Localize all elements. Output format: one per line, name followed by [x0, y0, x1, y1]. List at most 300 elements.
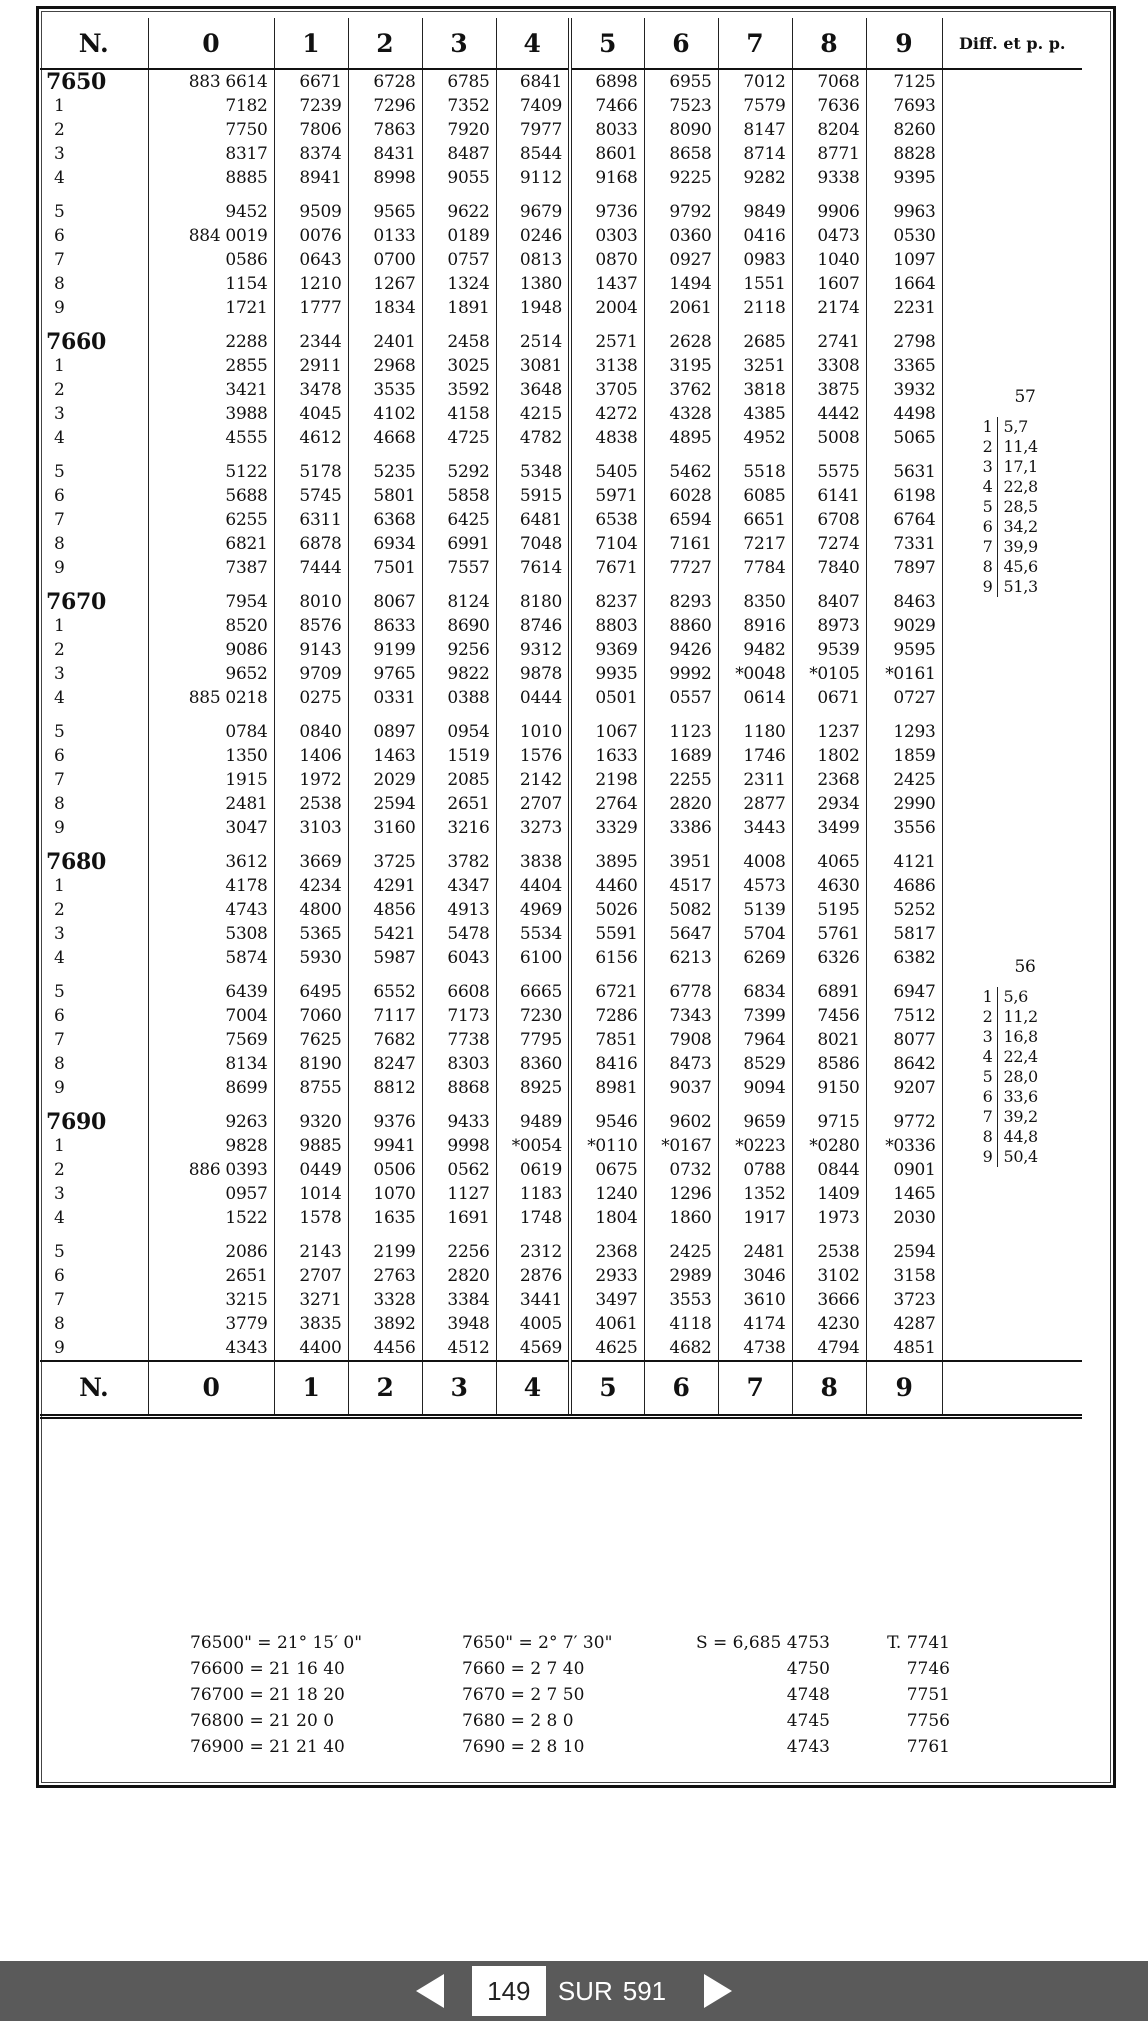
log-cell: 8828	[866, 142, 942, 166]
row-number: 3	[40, 662, 148, 686]
log-cell: 6100	[496, 946, 570, 970]
log-cell: 4969	[496, 898, 570, 922]
log-cell: 4913	[422, 898, 496, 922]
log-cell: 2255	[644, 768, 718, 792]
log-cell: 3365	[866, 354, 942, 378]
log-cell: 7964	[718, 1028, 792, 1052]
log-cell: 3329	[570, 816, 644, 840]
log-cell: 2425	[644, 1230, 718, 1264]
log-cell: 1494	[644, 272, 718, 296]
log-cell: 3610	[718, 1288, 792, 1312]
log-cell: 5930	[274, 946, 348, 970]
log-cell: 8973	[792, 614, 866, 638]
row-number: 7	[40, 508, 148, 532]
log-cell: 7625	[274, 1028, 348, 1052]
log-cell: 9765	[348, 662, 422, 686]
log-cell: 7806	[274, 118, 348, 142]
log-cell: 3251	[718, 354, 792, 378]
log-cell: 8699	[148, 1076, 274, 1100]
log-cell: 6043	[422, 946, 496, 970]
log-cell: 4328	[644, 402, 718, 426]
pp-row	[963, 1087, 1083, 1107]
log-cell: 9263	[148, 1100, 274, 1134]
table-row	[40, 1052, 1082, 1076]
log-cell: 0671	[792, 686, 866, 710]
table-row	[40, 840, 1082, 874]
row-number: 8	[40, 532, 148, 556]
log-cell: 2855	[148, 354, 274, 378]
log-cell: 4725	[422, 426, 496, 450]
log-cell: 0189	[422, 224, 496, 248]
header-digit-2: 2	[348, 18, 422, 69]
row-number: 9	[40, 556, 148, 580]
log-cell: 4800	[274, 898, 348, 922]
pp-value: 22,4	[1003, 1047, 1038, 1066]
pp-row	[963, 417, 1083, 437]
log-cell: 0954	[422, 710, 496, 744]
table-row	[40, 874, 1082, 898]
log-cell: *0161	[866, 662, 942, 686]
log-cell: 6368	[348, 508, 422, 532]
log-cell: 2707	[274, 1264, 348, 1288]
log-cell: 6764	[866, 508, 942, 532]
t-note: 7746	[906, 1659, 950, 1679]
log-cell: 4517	[644, 874, 718, 898]
log-cell: 8642	[866, 1052, 942, 1076]
log-cell: 4573	[718, 874, 792, 898]
log-cell: 5195	[792, 898, 866, 922]
log-cell: 4045	[274, 402, 348, 426]
log-cell: 9338	[792, 166, 866, 190]
log-cell: 8237	[570, 580, 644, 614]
log-cell: 8293	[644, 580, 718, 614]
log-cell: 3779	[148, 1312, 274, 1336]
time-column	[462, 1630, 612, 1760]
log-cell: 2481	[718, 1230, 792, 1264]
log-cell: 0813	[496, 248, 570, 272]
log-cell: 1267	[348, 272, 422, 296]
log-cell: 9849	[718, 190, 792, 224]
log-cell: 5987	[348, 946, 422, 970]
log-cell: 9878	[496, 662, 570, 686]
row-number: 3	[40, 142, 148, 166]
log-cell: 2594	[348, 792, 422, 816]
log-cell: 1352	[718, 1182, 792, 1206]
log-cell: 8803	[570, 614, 644, 638]
log-cell: 8247	[348, 1052, 422, 1076]
log-cell: 5801	[348, 484, 422, 508]
table-header-row	[40, 18, 1082, 69]
log-cell: 0416	[718, 224, 792, 248]
table-row	[40, 118, 1082, 142]
table-row	[40, 1264, 1082, 1288]
log-cell: 2004	[570, 296, 644, 320]
log-cell: 2198	[570, 768, 644, 792]
log-cell: *0223	[718, 1134, 792, 1158]
log-cell: 7693	[866, 94, 942, 118]
pp-row	[963, 1107, 1083, 1127]
log-cell: 9622	[422, 190, 496, 224]
log-cell: 7387	[148, 556, 274, 580]
pp-value: 39,9	[1003, 537, 1038, 556]
log-cell: 7784	[718, 556, 792, 580]
pp-digit: 5	[963, 1067, 998, 1087]
log-cell: 0614	[718, 686, 792, 710]
pp-digit: 9	[963, 1147, 998, 1167]
log-cell: 3948	[422, 1312, 496, 1336]
log-cell: 1154	[148, 272, 274, 296]
log-cell: 4682	[644, 1336, 718, 1361]
log-cell: 1040	[792, 248, 866, 272]
log-cell: 7274	[792, 532, 866, 556]
log-cell: 9659	[718, 1100, 792, 1134]
log-cell: 4794	[792, 1336, 866, 1361]
log-cell: 0562	[422, 1158, 496, 1182]
log-cell: 3875	[792, 378, 866, 402]
log-cell: 1380	[496, 272, 570, 296]
log-cell: 2061	[644, 296, 718, 320]
log-cell: 4385	[718, 402, 792, 426]
log-cell: 9433	[422, 1100, 496, 1134]
log-cell: 0788	[718, 1158, 792, 1182]
pp-value: 45,6	[1003, 557, 1038, 576]
log-cell: 6821	[148, 532, 274, 556]
s-column	[680, 1630, 830, 1760]
log-cell: 0897	[348, 710, 422, 744]
row-number: 5	[40, 710, 148, 744]
log-cell: 5292	[422, 450, 496, 484]
row-number: 2	[40, 898, 148, 922]
log-cell: 6721	[570, 970, 644, 1004]
log-cell: 3895	[570, 840, 644, 874]
pp-row	[963, 537, 1083, 557]
log-cell: 4952	[718, 426, 792, 450]
log-cell: 1551	[718, 272, 792, 296]
log-cell: 4178	[148, 874, 274, 898]
page-separator: SUR	[557, 1975, 613, 2006]
log-cell: 1802	[792, 744, 866, 768]
log-cell: 9715	[792, 1100, 866, 1134]
row-number: 3	[40, 402, 148, 426]
log-cell: 0784	[148, 710, 274, 744]
log-cell: 5235	[348, 450, 422, 484]
log-cell: 9256	[422, 638, 496, 662]
log-cell: 2764	[570, 792, 644, 816]
log-cell: 9941	[348, 1134, 422, 1158]
log-cell: 1635	[348, 1206, 422, 1230]
row-number: 1	[40, 354, 148, 378]
log-cell: 1183	[496, 1182, 570, 1206]
row-number: 8	[40, 1052, 148, 1076]
log-cell: 9086	[148, 638, 274, 662]
log-cell: 8714	[718, 142, 792, 166]
log-cell: 3666	[792, 1288, 866, 1312]
log-cell: 3081	[496, 354, 570, 378]
log-cell: 4272	[570, 402, 644, 426]
table-row	[40, 532, 1082, 556]
next-page-icon[interactable]	[704, 1974, 732, 2008]
log-cell: 0700	[348, 248, 422, 272]
log-cell: 2538	[792, 1230, 866, 1264]
log-cell: 4404	[496, 874, 570, 898]
row-number: 8	[40, 792, 148, 816]
log-cell: 4234	[274, 874, 348, 898]
log-cell: 2458	[422, 320, 496, 354]
log-cell: 7173	[422, 1004, 496, 1028]
pp-row	[963, 1047, 1083, 1067]
log-cell: 1293	[866, 710, 942, 744]
log-cell: 8260	[866, 118, 942, 142]
arc-note: 76600 = 21 16 40	[190, 1659, 345, 1679]
log-cell: 7727	[644, 556, 718, 580]
log-cell: 5082	[644, 898, 718, 922]
table-row	[40, 556, 1082, 580]
log-cell: 0675	[570, 1158, 644, 1182]
log-cell: 7579	[718, 94, 792, 118]
log-cell: 0901	[866, 1158, 942, 1182]
row-number-base: 7660	[40, 320, 148, 354]
row-number: 9	[40, 816, 148, 840]
pp-digit: 6	[963, 517, 998, 537]
log-cell: 2741	[792, 320, 866, 354]
log-cell: 0246	[496, 224, 570, 248]
time-note: 7670 = 2 7 50	[462, 1685, 585, 1705]
log-cell: 8077	[866, 1028, 942, 1052]
logarithm-table	[40, 18, 1082, 1419]
table-row	[40, 1134, 1082, 1158]
log-cell: 2368	[792, 768, 866, 792]
log-cell: 0506	[348, 1158, 422, 1182]
log-cell: 1463	[348, 744, 422, 768]
log-cell: 4668	[348, 426, 422, 450]
log-cell: 0449	[274, 1158, 348, 1182]
row-number: 2	[40, 378, 148, 402]
table-row	[40, 296, 1082, 320]
table-row	[40, 970, 1082, 1004]
row-number-base: 7680	[40, 840, 148, 874]
log-cell: 6891	[792, 970, 866, 1004]
log-cell: 6778	[644, 970, 718, 1004]
log-cell: 9652	[148, 662, 274, 686]
log-cell: 3818	[718, 378, 792, 402]
s-note: 4743	[786, 1737, 830, 1757]
log-cell: 4738	[718, 1336, 792, 1361]
footer-digit-4: 4	[496, 1361, 570, 1417]
log-cell: 7977	[496, 118, 570, 142]
pp-digit: 8	[963, 1127, 998, 1147]
header-digit-3: 3	[422, 18, 496, 69]
pp-digit: 6	[963, 1087, 998, 1107]
log-cell: 9225	[644, 166, 718, 190]
log-cell: 7117	[348, 1004, 422, 1028]
log-cell: 7068	[792, 69, 866, 94]
log-cell: 4287	[866, 1312, 942, 1336]
log-cell: 1123	[644, 710, 718, 744]
log-cell: 6213	[644, 946, 718, 970]
log-cell: 7444	[274, 556, 348, 580]
row-number: 8	[40, 1312, 148, 1336]
log-cell: 0388	[422, 686, 496, 710]
pp-digit: 7	[963, 537, 998, 557]
log-cell: 3328	[348, 1288, 422, 1312]
table-row	[40, 1182, 1082, 1206]
row-number: 3	[40, 922, 148, 946]
time-note: 7690 = 2 8 10	[462, 1737, 585, 1757]
log-cell: 7048	[496, 532, 570, 556]
time-note: 7660 = 2 7 40	[462, 1659, 585, 1679]
log-cell: 3443	[718, 816, 792, 840]
log-cell: 5478	[422, 922, 496, 946]
log-cell: 1633	[570, 744, 644, 768]
log-cell: 1067	[570, 710, 644, 744]
log-cell: 7004	[148, 1004, 274, 1028]
log-cell: 1519	[422, 744, 496, 768]
log-cell: 5647	[644, 922, 718, 946]
log-cell: 5026	[570, 898, 644, 922]
log-cell: 8633	[348, 614, 422, 638]
header-digit-7: 7	[718, 18, 792, 69]
arc-seconds-column	[190, 1630, 362, 1760]
log-cell: 6947	[866, 970, 942, 1004]
log-cell: 8317	[148, 142, 274, 166]
log-cell: 4442	[792, 402, 866, 426]
log-cell: *0336	[866, 1134, 942, 1158]
log-cell: 7466	[570, 94, 644, 118]
log-cell: 8147	[718, 118, 792, 142]
log-cell: *0280	[792, 1134, 866, 1158]
table-row	[40, 1312, 1082, 1336]
log-cell: 8690	[422, 614, 496, 638]
log-cell: 0331	[348, 686, 422, 710]
log-cell: 3892	[348, 1312, 422, 1336]
log-cell: 2256	[422, 1230, 496, 1264]
previous-page-icon[interactable]	[416, 1974, 444, 2008]
log-cell: 2798	[866, 320, 942, 354]
row-number: 7	[40, 1028, 148, 1052]
log-cell: 885 0218	[148, 686, 274, 710]
pp-row	[963, 577, 1083, 597]
log-cell: 4400	[274, 1336, 348, 1361]
table-row	[40, 69, 1082, 94]
log-cell: 2514	[496, 320, 570, 354]
s-note: S = 6,685 4753	[695, 1633, 830, 1653]
log-cell: 4569	[496, 1336, 570, 1361]
log-cell: 3308	[792, 354, 866, 378]
pp-row	[963, 557, 1083, 577]
log-cell: 2086	[148, 1230, 274, 1264]
pp-value: 5,7	[1003, 417, 1029, 436]
footer-digit-8: 8	[792, 1361, 866, 1417]
log-cell: 9828	[148, 1134, 274, 1158]
log-cell: 3782	[422, 840, 496, 874]
row-number: 4	[40, 686, 148, 710]
log-cell: 9546	[570, 1100, 644, 1134]
log-cell: 9736	[570, 190, 644, 224]
log-cell: 9992	[644, 662, 718, 686]
row-number: 9	[40, 1076, 148, 1100]
table-row	[40, 744, 1082, 768]
table-row	[40, 320, 1082, 354]
log-cell: 6728	[348, 69, 422, 94]
log-cell: 9150	[792, 1076, 866, 1100]
log-cell: 9199	[348, 638, 422, 662]
arc-note: 76500" = 21° 15′ 0"	[190, 1633, 363, 1653]
log-cell: 3592	[422, 378, 496, 402]
log-cell: 7512	[866, 1004, 942, 1028]
footer-digit-3: 3	[422, 1361, 496, 1417]
log-cell: 2231	[866, 296, 942, 320]
table-row	[40, 190, 1082, 224]
log-cell: 1859	[866, 744, 942, 768]
log-cell: *0167	[644, 1134, 718, 1158]
log-cell: 9602	[644, 1100, 718, 1134]
log-cell: 3273	[496, 816, 570, 840]
log-cell: 8998	[348, 166, 422, 190]
log-cell: 2651	[422, 792, 496, 816]
log-cell: 3838	[496, 840, 570, 874]
pp-value: 28,5	[1003, 497, 1038, 516]
log-cell: 8190	[274, 1052, 348, 1076]
log-cell: 3556	[866, 816, 942, 840]
log-cell: 7239	[274, 94, 348, 118]
table-row	[40, 710, 1082, 744]
table-row	[40, 922, 1082, 946]
log-cell: 2968	[348, 354, 422, 378]
row-number: 2	[40, 638, 148, 662]
page-number-input[interactable]: 149	[472, 1966, 546, 2016]
log-cell: 4498	[866, 402, 942, 426]
log-cell: 9112	[496, 166, 570, 190]
log-cell: 8812	[348, 1076, 422, 1100]
log-cell: 1948	[496, 296, 570, 320]
row-number: 3	[40, 1182, 148, 1206]
log-cell: 3160	[348, 816, 422, 840]
log-cell: 9376	[348, 1100, 422, 1134]
log-cell: 1522	[148, 1206, 274, 1230]
log-cell: 6495	[274, 970, 348, 1004]
log-cell: 7104	[570, 532, 644, 556]
table-row	[40, 1230, 1082, 1264]
log-cell: 3216	[422, 816, 496, 840]
log-cell: 1973	[792, 1206, 866, 1230]
row-number-base: 7690	[40, 1100, 148, 1134]
log-cell: 8771	[792, 142, 866, 166]
log-cell: 9037	[644, 1076, 718, 1100]
pp-digit: 7	[963, 1107, 998, 1127]
log-cell: 9935	[570, 662, 644, 686]
pp-row	[963, 497, 1083, 517]
header-digit-9: 9	[866, 18, 942, 69]
log-cell: 0870	[570, 248, 644, 272]
pp-digit: 3	[963, 1027, 998, 1047]
table-row	[40, 94, 1082, 118]
log-cell: 7738	[422, 1028, 496, 1052]
log-cell: 7671	[570, 556, 644, 580]
log-cell: 6878	[274, 532, 348, 556]
log-cell: 1689	[644, 744, 718, 768]
log-cell: 2312	[496, 1230, 570, 1264]
log-cell: 5858	[422, 484, 496, 508]
log-cell: 7557	[422, 556, 496, 580]
log-cell: 6439	[148, 970, 274, 1004]
table-row	[40, 484, 1082, 508]
log-cell: 5591	[570, 922, 644, 946]
log-cell: 3988	[148, 402, 274, 426]
log-cell: 0360	[644, 224, 718, 248]
row-number: 9	[40, 1336, 148, 1361]
pp-value: 17,1	[1003, 457, 1038, 476]
log-cell: 7230	[496, 1004, 570, 1028]
